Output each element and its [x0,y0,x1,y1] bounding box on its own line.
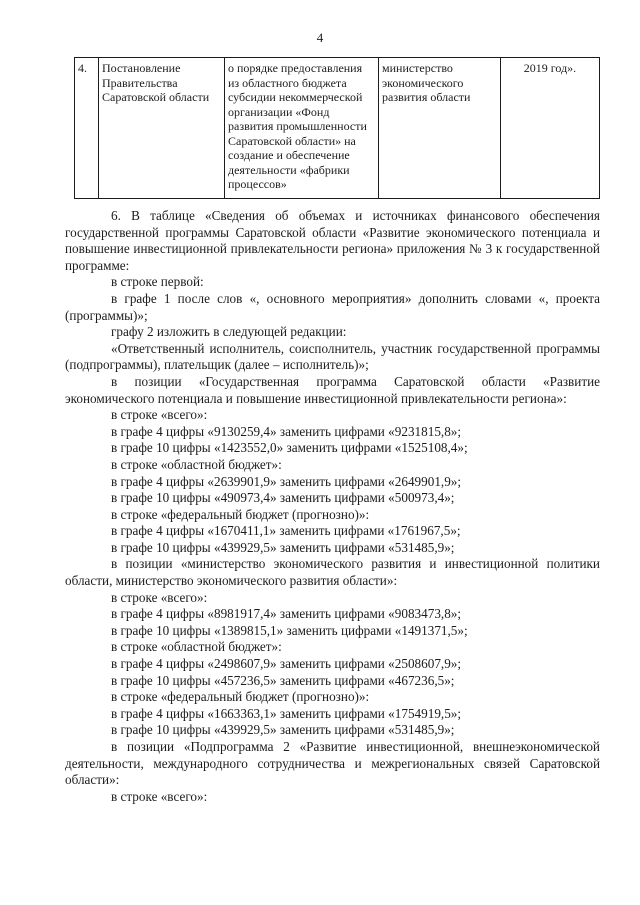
paragraph: в строке «всего»: [111,407,208,423]
paragraph: в строке «федеральный бюджет (прогнозно)»: [111,689,370,705]
paragraph: в графе 4 цифры «1670411,1» заменить цифрами «1761967,5»; [111,523,461,539]
paragraph: в графе 10 цифры «1423552,0» заменить цифрами «1525108,4»; [111,440,468,456]
paragraph: в графе 10 цифры «1389815,1» заменить цифрами «1491371,5»; [111,622,468,638]
paragraph: «Ответственный исполнитель, соисполнитель, участник государственной программы (подпрограммы), плательщик (далее – исполнитель)»; [65,340,600,373]
page-number: 4 [316,30,324,45]
deadline: 2019 год». [501,58,600,199]
paragraph: 6. В таблице «Сведения об объемах и источниках финансового обеспечения государственной программы Саратовской области «Развитие экономического потенциала и повышение инвестиционной привлекательности региона» приложения № 3 к государственной программе: [65,208,600,273]
table-row [75,58,600,199]
paragraph: в графе 10 цифры «439929,5» заменить цифрами «531485,9»; [111,539,455,555]
paragraph: в позиции «министерство экономического развития и инвестиционной политики области, министерство экономического развития области»: [65,556,600,589]
paragraph: в строке «федеральный бюджет (прогнозно)»: [111,506,370,522]
paragraph: графу 2 изложить в следующей редакции: [111,324,347,340]
paragraph: в графе 4 цифры «8981917,4» заменить цифрами «9083473,8»; [111,606,462,622]
row-number: 4. [75,58,99,199]
paragraph: в графе 4 цифры «9130259,4» заменить цифрами «9231815,8»; [111,423,462,439]
paragraph: в позиции «Подпрограмма 2 «Развитие инвестиционной, внешнеэкономической деятельности, международного сотрудничества и межрегиональных связей Саратовской области»: [65,739,600,788]
paragraph: в графе 10 цифры «457236,5» заменить цифрами «467236,5»; [111,672,455,688]
paragraph: в позиции «Государственная программа Саратовской области «Развитие экономического потенциала и повышение инвестиционной привлекательности региона»: [65,373,600,406]
document-type: Постановление Правительства Саратовской области [99,58,225,199]
paragraph: в строке первой: [111,274,204,290]
paragraph: в строке «областной бюджет»: [111,456,282,472]
paragraph: в строке «всего»: [111,788,208,804]
responsible-body: министерство экономического развития области [379,58,501,199]
paragraph: в графе 1 после слов «, основного мероприятия» дополнить словами «, проекта (программы)»; [65,290,600,323]
measures-table [74,57,600,199]
paragraph: в графе 10 цифры «439929,5» заменить цифрами «531485,9»; [111,722,455,738]
paragraph: в графе 10 цифры «490973,4» заменить цифрами «500973,4»; [111,490,455,506]
document-body [65,208,600,805]
paragraph: в графе 4 цифры «2639901,9» заменить цифрами «2649901,9»; [111,473,462,489]
paragraph: в графе 4 цифры «1663363,1» заменить цифрами «1754919,5»; [111,705,462,721]
paragraph: в строке «всего»: [111,589,208,605]
paragraph: в строке «областной бюджет»: [111,639,282,655]
document-subject: о порядке предоставления из областного бюджета субсидии некоммерческой организации «Фонд развития промышленности Саратовской области» на создание и обеспечение деятельности «фабрики процессов» [225,58,379,199]
paragraph: в графе 4 цифры «2498607,9» заменить цифрами «2508607,9»; [111,656,462,672]
